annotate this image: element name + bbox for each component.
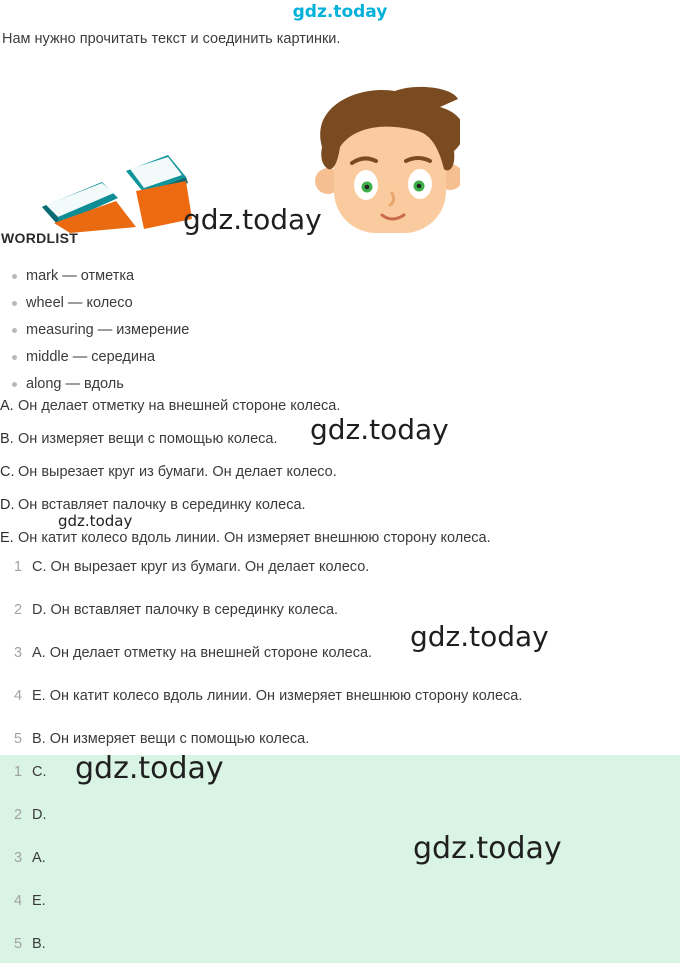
answer-text: D. Он вставляет палочку в серединку колеса. — [32, 602, 339, 618]
answer-row — [0, 546, 522, 589]
watermark-answers: gdz.today — [410, 620, 549, 653]
key-number: 1 — [14, 764, 23, 780]
sentence-text: Он измеряет вещи с помощью колеса. — [18, 431, 278, 447]
answer-number: 5 — [14, 731, 23, 747]
sentence-letter: A. — [0, 398, 14, 414]
wordlist-item: along — вдоль — [0, 371, 189, 398]
answer-number: 4 — [14, 688, 23, 704]
sentence-text: Он вырезает круг из бумаги. Он делает колесо. — [18, 464, 337, 480]
sentence-letter: D. — [0, 497, 15, 513]
wordlist-item: middle — середина — [0, 344, 189, 371]
sentence-item — [0, 456, 491, 489]
answer-key-row — [0, 794, 680, 837]
sentence-letter: E. — [0, 530, 14, 546]
key-letter: B. — [32, 936, 46, 952]
key-number: 5 — [14, 936, 23, 952]
answer-text: C. Он вырезает круг из бумаги. Он делает колесо. — [32, 559, 370, 575]
sentence-letter: B. — [0, 431, 14, 447]
answer-key-row — [0, 923, 680, 966]
answer-number: 3 — [14, 645, 23, 661]
key-letter: E. — [32, 893, 46, 909]
key-letter: A. — [32, 850, 46, 866]
sentence-letter: C. — [0, 464, 15, 480]
answer-list — [0, 546, 522, 761]
key-number: 4 — [14, 893, 23, 909]
key-letter: D. — [32, 807, 47, 823]
sentence-text: Он катит колесо вдоль линии. Он измеряет внешнюю сторону колеса. — [18, 530, 491, 546]
watermark-key-1: gdz.today — [75, 751, 224, 786]
answer-number: 2 — [14, 602, 23, 618]
answer-row — [0, 675, 522, 718]
key-letter: C. — [32, 764, 47, 780]
wordlist — [0, 263, 189, 398]
answer-text: B. Он измеряет вещи с помощью колеса. — [32, 731, 310, 747]
key-number: 2 — [14, 807, 23, 823]
sentence-text: Он делает отметку на внешней стороне колеса. — [18, 398, 341, 414]
wordlist-item: measuring — измерение — [0, 317, 189, 344]
watermark-top: gdz.today — [292, 2, 388, 22]
watermark-key-2: gdz.today — [413, 831, 562, 866]
watermark-illustration: gdz.today — [183, 203, 322, 236]
wordlist-item: mark — отметка — [0, 263, 189, 290]
answer-key-section — [0, 755, 680, 963]
answer-number: 1 — [14, 559, 23, 575]
watermark-small: gdz.today — [58, 512, 133, 530]
intro-text: Нам нужно прочитать текст и соединить картинки. — [2, 31, 341, 47]
answer-text: E. Он катит колесо вдоль линии. Он измеряет внешнюю сторону колеса. — [32, 688, 523, 704]
watermark-mid: gdz.today — [310, 413, 449, 446]
answer-key-row — [0, 880, 680, 923]
wordlist-item: wheel — колесо — [0, 290, 189, 317]
sentence-text: Он вставляет палочку в серединку колеса. — [18, 497, 306, 513]
key-number: 3 — [14, 850, 23, 866]
wordlist-title: WORDLIST — [1, 230, 79, 246]
answer-text: A. Он делает отметку на внешней стороне колеса. — [32, 645, 373, 661]
answer-key-row — [0, 837, 680, 880]
